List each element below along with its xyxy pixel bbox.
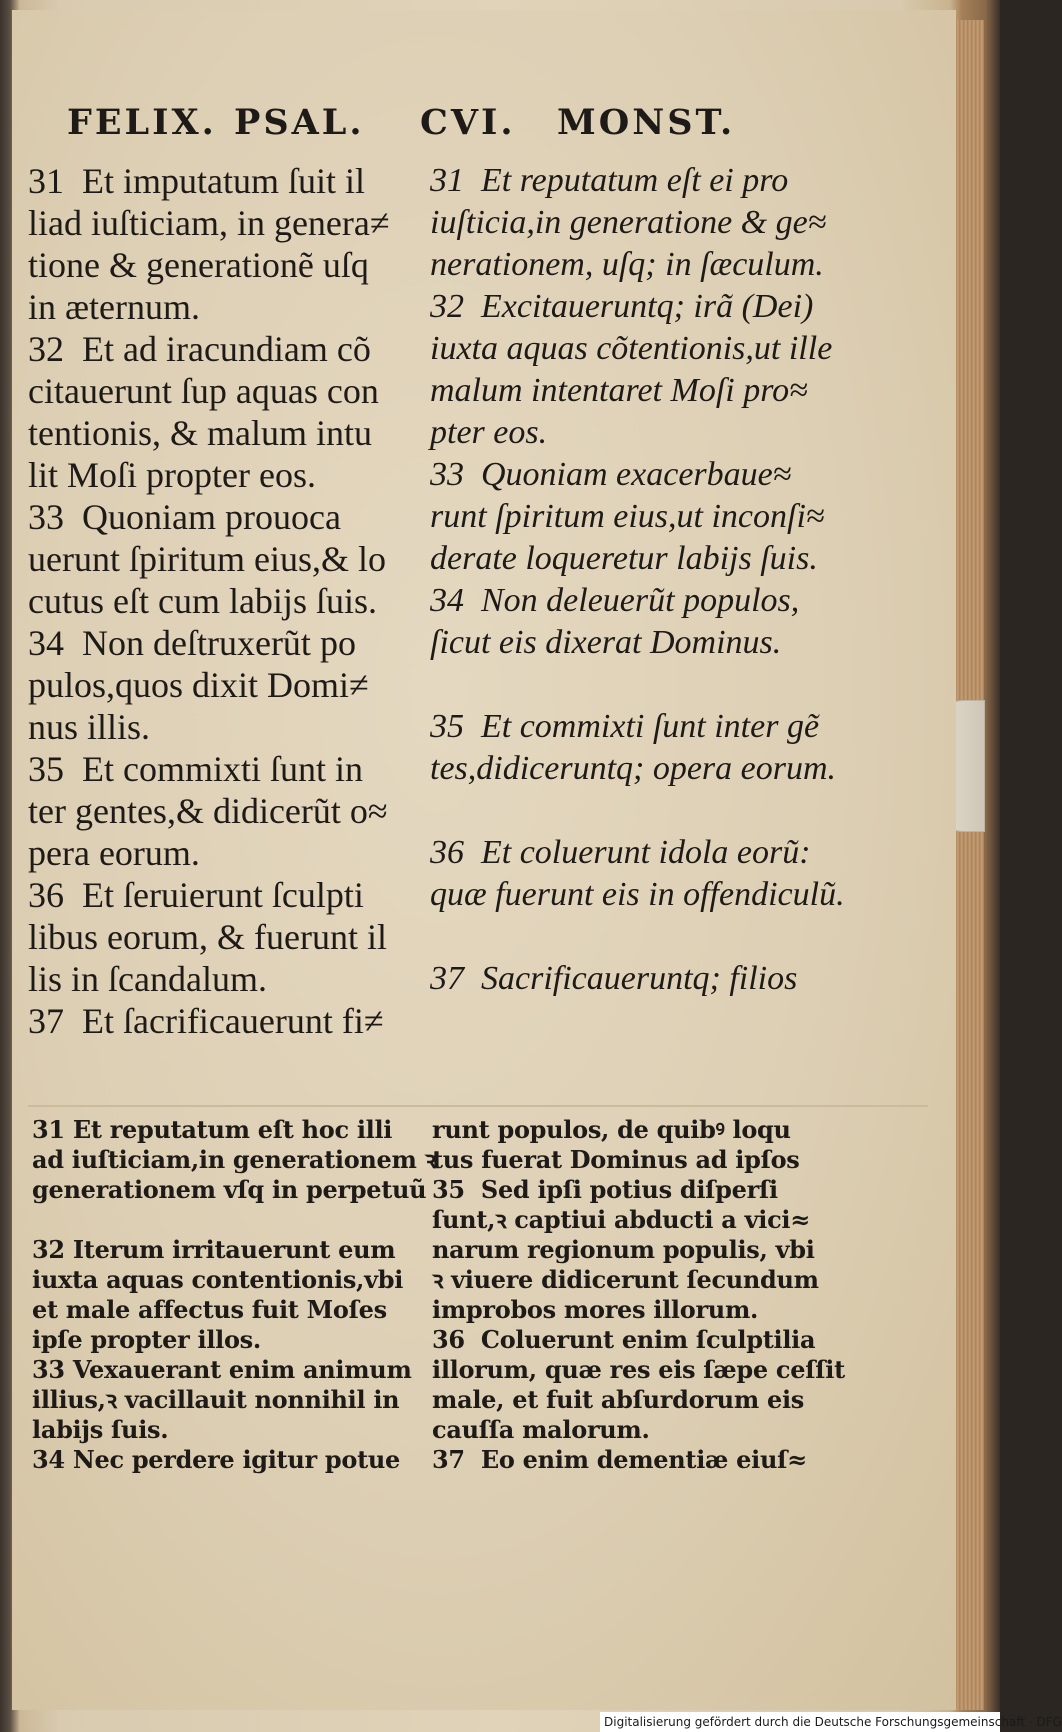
- running-head-chapter: CVI.: [420, 102, 516, 143]
- blackletter-text-line: 33 Vexauerant enim animum: [32, 1355, 412, 1384]
- latin-italic-text-line: [430, 790, 850, 832]
- latin-italic-text-line: malum intentaret Moſi pro≈: [430, 372, 808, 409]
- blackletter-text-line: ꝛ viuere didicerunt ſecundum: [432, 1265, 819, 1294]
- book-page: [12, 10, 956, 1710]
- blackletter-text-line: 36 Coluerunt enim ſculptilia: [432, 1325, 816, 1354]
- latin-text-line: tione & generationẽ uſq: [28, 245, 369, 285]
- latin-italic-text-line: [430, 664, 850, 706]
- blackletter-text-line: illius,ꝛ vacillauit nonnihil in: [32, 1385, 400, 1414]
- blackletter-text-line: ad iuſticiam,in generationem ꝛ: [32, 1145, 436, 1174]
- blackletter-text-line: [32, 1205, 412, 1235]
- latin-italic-text-line: tes,didiceruntq; opera eorum.: [430, 750, 837, 787]
- latin-text-line: citauerunt ſup aquas con: [28, 371, 379, 411]
- latin-italic-text-line: 34 Non deleuerũt populos,: [430, 582, 800, 619]
- blackletter-text-line: et male affectus fuit Moſes: [32, 1295, 387, 1324]
- latin-text-line: 34 Non deſtruxerũt po: [28, 623, 356, 663]
- digitization-credit: Digitalisierung gefördert durch die Deutsche Forschungsgemeinschaft · DFG: [600, 1712, 1000, 1732]
- blackletter-text-line: narum regionum populis, vbi: [432, 1235, 815, 1264]
- latin-italic-text-line: 37 Sacrificaueruntq; filios: [430, 960, 798, 997]
- latin-italic-text-line: derate loqueretur labijs ſuis.: [430, 540, 818, 577]
- blackletter-text-line: iuxta aquas contentionis,vbi: [32, 1265, 404, 1294]
- latin-italic-text-line: 35 Et commixti ſunt inter gẽ: [430, 708, 820, 745]
- lower-left-column: [32, 1115, 436, 1475]
- blackletter-text-line: 32 Iterum irritauerunt eum: [32, 1235, 396, 1264]
- blackletter-text-line: male, et fuit abſurdorum eis: [432, 1385, 804, 1414]
- latin-text-line: libus eorum, & fuerunt il: [28, 917, 387, 957]
- blackletter-text-line: 31 Et reputatum eſt hoc illi: [32, 1115, 393, 1144]
- running-head-left: FELIX.: [67, 102, 217, 143]
- latin-text-line: 37 Et ſacrificauerunt fi≠: [28, 1001, 384, 1041]
- latin-italic-text-line: pter eos.: [430, 414, 548, 451]
- latin-italic-text-line: 33 Quoniam exacerbaue≈: [430, 456, 792, 493]
- lower-right-column: [432, 1115, 845, 1475]
- blackletter-text-line: generationem vſq in perpetuũ: [32, 1175, 427, 1204]
- blackletter-text-line: improbos mores illorum.: [432, 1295, 759, 1324]
- latin-text-line: uerunt ſpiritum eius,& lo: [28, 539, 386, 579]
- latin-text-line: tentionis, & malum intu: [28, 413, 372, 453]
- blackletter-text-line: runt populos, de quibꝰ loqu: [432, 1115, 791, 1144]
- latin-text-line: in æternum.: [28, 287, 200, 327]
- latin-text-line: cutus eſt cum labijs ſuis.: [28, 581, 377, 621]
- blackletter-text-line: illorum, quæ res eis ſæpe ceſſit: [432, 1355, 845, 1384]
- latin-text-line: nus illis.: [28, 707, 151, 747]
- latin-text-line: liad iuſticiam, in genera≠: [28, 203, 390, 243]
- latin-text-line: 33 Quoniam prouoca: [28, 497, 341, 537]
- latin-italic-text-line: iuxta aquas cõtentionis,ut ille: [430, 330, 833, 367]
- latin-text-line: 32 Et ad iracundiam cõ: [28, 329, 371, 369]
- blackletter-text-line: ſunt,ꝛ captiui abducti a vici≈: [432, 1205, 811, 1234]
- upper-left-column: [28, 160, 428, 1042]
- latin-italic-text-line: nerationem, uſq; in ſæculum.: [430, 246, 824, 283]
- section-divider: [28, 1105, 928, 1107]
- latin-italic-text-line: iuſticia,in generatione & ge≈: [430, 204, 827, 241]
- latin-italic-text-line: quæ fuerunt eis in offendiculũ.: [430, 876, 845, 913]
- latin-italic-text-line: runt ſpiritum eius,ut inconſi≈: [430, 498, 825, 535]
- latin-text-line: 31 Et imputatum ſuit il: [28, 161, 365, 201]
- blackletter-text-line: tus fuerat Dominus ad ipſos: [432, 1145, 800, 1174]
- latin-text-line: lis in ſcandalum.: [28, 959, 267, 999]
- blackletter-text-line: 37 Eo enim dementiæ eiuſ≈: [432, 1445, 807, 1474]
- blackletter-text-line: ipſe propter illos.: [32, 1325, 261, 1354]
- blackletter-text-line: labijs ſuis.: [32, 1415, 169, 1444]
- latin-text-line: pulos,quos dixit Domi≠: [28, 665, 369, 705]
- running-head-psal: PSAL.: [234, 102, 365, 143]
- latin-italic-text-line: 31 Et reputatum eſt ei pro: [430, 162, 789, 199]
- latin-text-line: pera eorum.: [28, 833, 200, 873]
- latin-italic-text-line: 32 Excitaueruntq; irã (Dei): [430, 288, 814, 325]
- latin-text-line: lit Moſi propter eos.: [28, 455, 316, 495]
- blackletter-text-line: 34 Nec perdere igitur potue: [32, 1445, 400, 1474]
- latin-italic-text-line: [430, 916, 850, 958]
- running-head: [12, 102, 956, 152]
- running-head-right: MONST.: [557, 102, 736, 143]
- latin-text-line: 36 Et ſeruierunt ſculpti: [28, 875, 364, 915]
- latin-text-line: 35 Et commixti ſunt in: [28, 749, 363, 789]
- latin-italic-text-line: ſicut eis dixerat Dominus.: [430, 624, 782, 661]
- latin-text-line: ter gentes,& didicerũt o≈: [28, 791, 388, 831]
- blackletter-text-line: 35 Sed ipſi potius diſperſi: [432, 1175, 778, 1204]
- blackletter-text-line: cauſſa malorum.: [432, 1415, 650, 1444]
- upper-right-column: [430, 160, 850, 1000]
- latin-italic-text-line: 36 Et coluerunt idola eorũ:: [430, 834, 811, 871]
